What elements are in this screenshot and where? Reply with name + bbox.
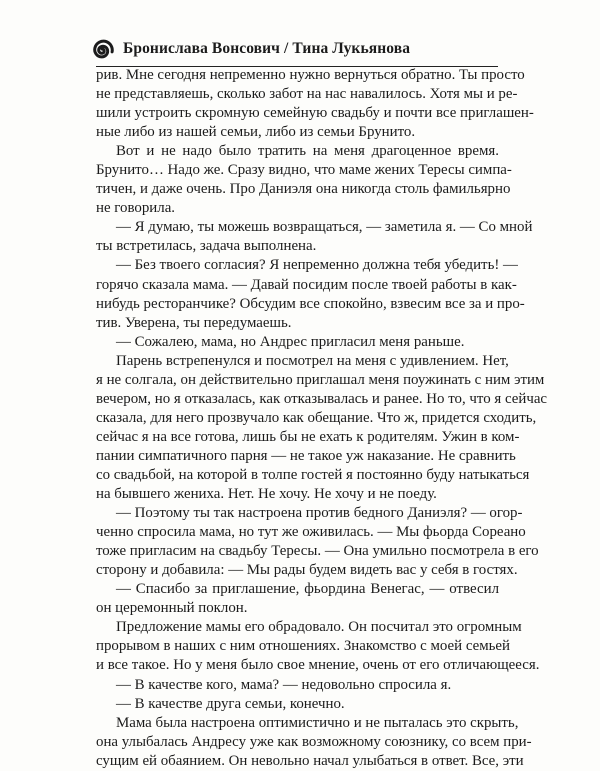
text-line: прорывом в наших с ним отношениях. Знакомство с моей семьей <box>96 638 511 655</box>
text-line: ченно спросила мама, но тут же оживилась. — Мы фьорда Сореано <box>96 524 526 541</box>
text-line: сказала, для него прозвучало как обещание. Что ж, придется сходить, <box>96 409 537 426</box>
running-header <box>89 34 539 64</box>
text-line: ные либо из нашей семьи, либо из семьи Брунито. <box>96 124 416 141</box>
text-line: сейчас я на все готова, лишь бы не ехать к родителям. Ужин в ком- <box>96 428 520 445</box>
text-line: не представляешь, сколько забот на нас навалилось. Хотя мы и ре- <box>96 86 518 103</box>
text-line: и все такое. Но у меня было свое мнение, очень от его отличающееся. <box>96 657 540 674</box>
swirl-icon <box>89 36 115 62</box>
text-line: Предложение мамы его обрадовало. Он посчитал это огромным <box>116 619 522 636</box>
text-line: — Сожалею, мама, но Андрес пригласил меня раньше. <box>116 333 465 350</box>
text-line: сторону и добавила: — Мы рады будем видеть вас у себя в гостях. <box>96 562 518 579</box>
text-line: не говорила. <box>96 200 176 217</box>
text-line: со свадьбой, на которой в толпе гостей я постоянно буду натыкаться <box>96 466 530 483</box>
text-line: она улыбалась Андресу уже как возможному союзнику, со всем при- <box>96 733 532 750</box>
text-line: шили устроить скромную семейную свадьбу и почти все приглашен- <box>96 105 534 122</box>
text-line: рив. Мне сегодня непременно нужно вернуться обратно. Ты просто <box>96 67 525 83</box>
text-line: тичен, и даже очень. Про Даниэля она никогда столь фамильярно <box>96 181 511 198</box>
text-line: тив. Уверена, ты передумаешь. <box>96 314 292 331</box>
text-line: — В качестве друга семьи, конечно. <box>116 695 345 712</box>
text-line: Вот и не надо было тратить на меня драгоценное время. <box>116 143 499 160</box>
text-line: — Я думаю, ты можешь возвращаться, — заметила я. — Со мной <box>116 219 533 236</box>
book-authors: Бронислава Вонсович / Тина Лукьянова <box>123 40 411 57</box>
text-line: я не солгала, он действительно приглашал меня поужинать с ним этим <box>96 371 545 388</box>
text-line: — Без твоего согласия? Я непременно должна тебя убедить! — <box>116 257 518 274</box>
text-line: — Спасибо за приглашение, фьордина Венегас, — отвесил <box>116 581 499 598</box>
text-line: нибудь ресторанчике? Обсудим все спокойно, взвесим все за и про- <box>96 295 525 312</box>
text-line: Парень встрепенулся и посмотрел на меня с удивлением. Нет, <box>116 352 509 369</box>
text-line: пании симпатичного парня — не такое уж наказание. Не сравнить <box>96 447 516 464</box>
text-line: сущим ей обаянием. Он невольно начал улыбаться в ответ. Все, эти <box>96 752 524 769</box>
text-line: ты встретилась, задача выполнена. <box>96 238 317 255</box>
text-line: Мама была настроена оптимистично и не пыталась это скрыть, <box>116 714 519 731</box>
text-line: — Поэтому ты так настроена против бедного Даниэля? — огор- <box>116 505 523 522</box>
text-line: тоже пригласим на свадьбу Тересы. — Она умильно посмотрела в его <box>96 543 539 560</box>
page-text <box>96 66 548 771</box>
text-line: он церемонный поклон. <box>96 600 248 617</box>
text-line: вечером, но я отказалась, как отказывалась и ранее. Но то, что я сейчас <box>96 390 548 407</box>
text-line: на бывшего жениха. Нет. Не хочу. Не хочу и не поеду. <box>96 486 437 503</box>
text-line: — В качестве кого, мама? — недовольно спросила я. <box>116 676 452 693</box>
text-line: горячо сказала мама. — Давай посидим после твоей работы в как- <box>96 276 517 293</box>
text-line: Брунито… Надо же. Сразу видно, что маме жених Тересы симпа- <box>96 162 512 179</box>
